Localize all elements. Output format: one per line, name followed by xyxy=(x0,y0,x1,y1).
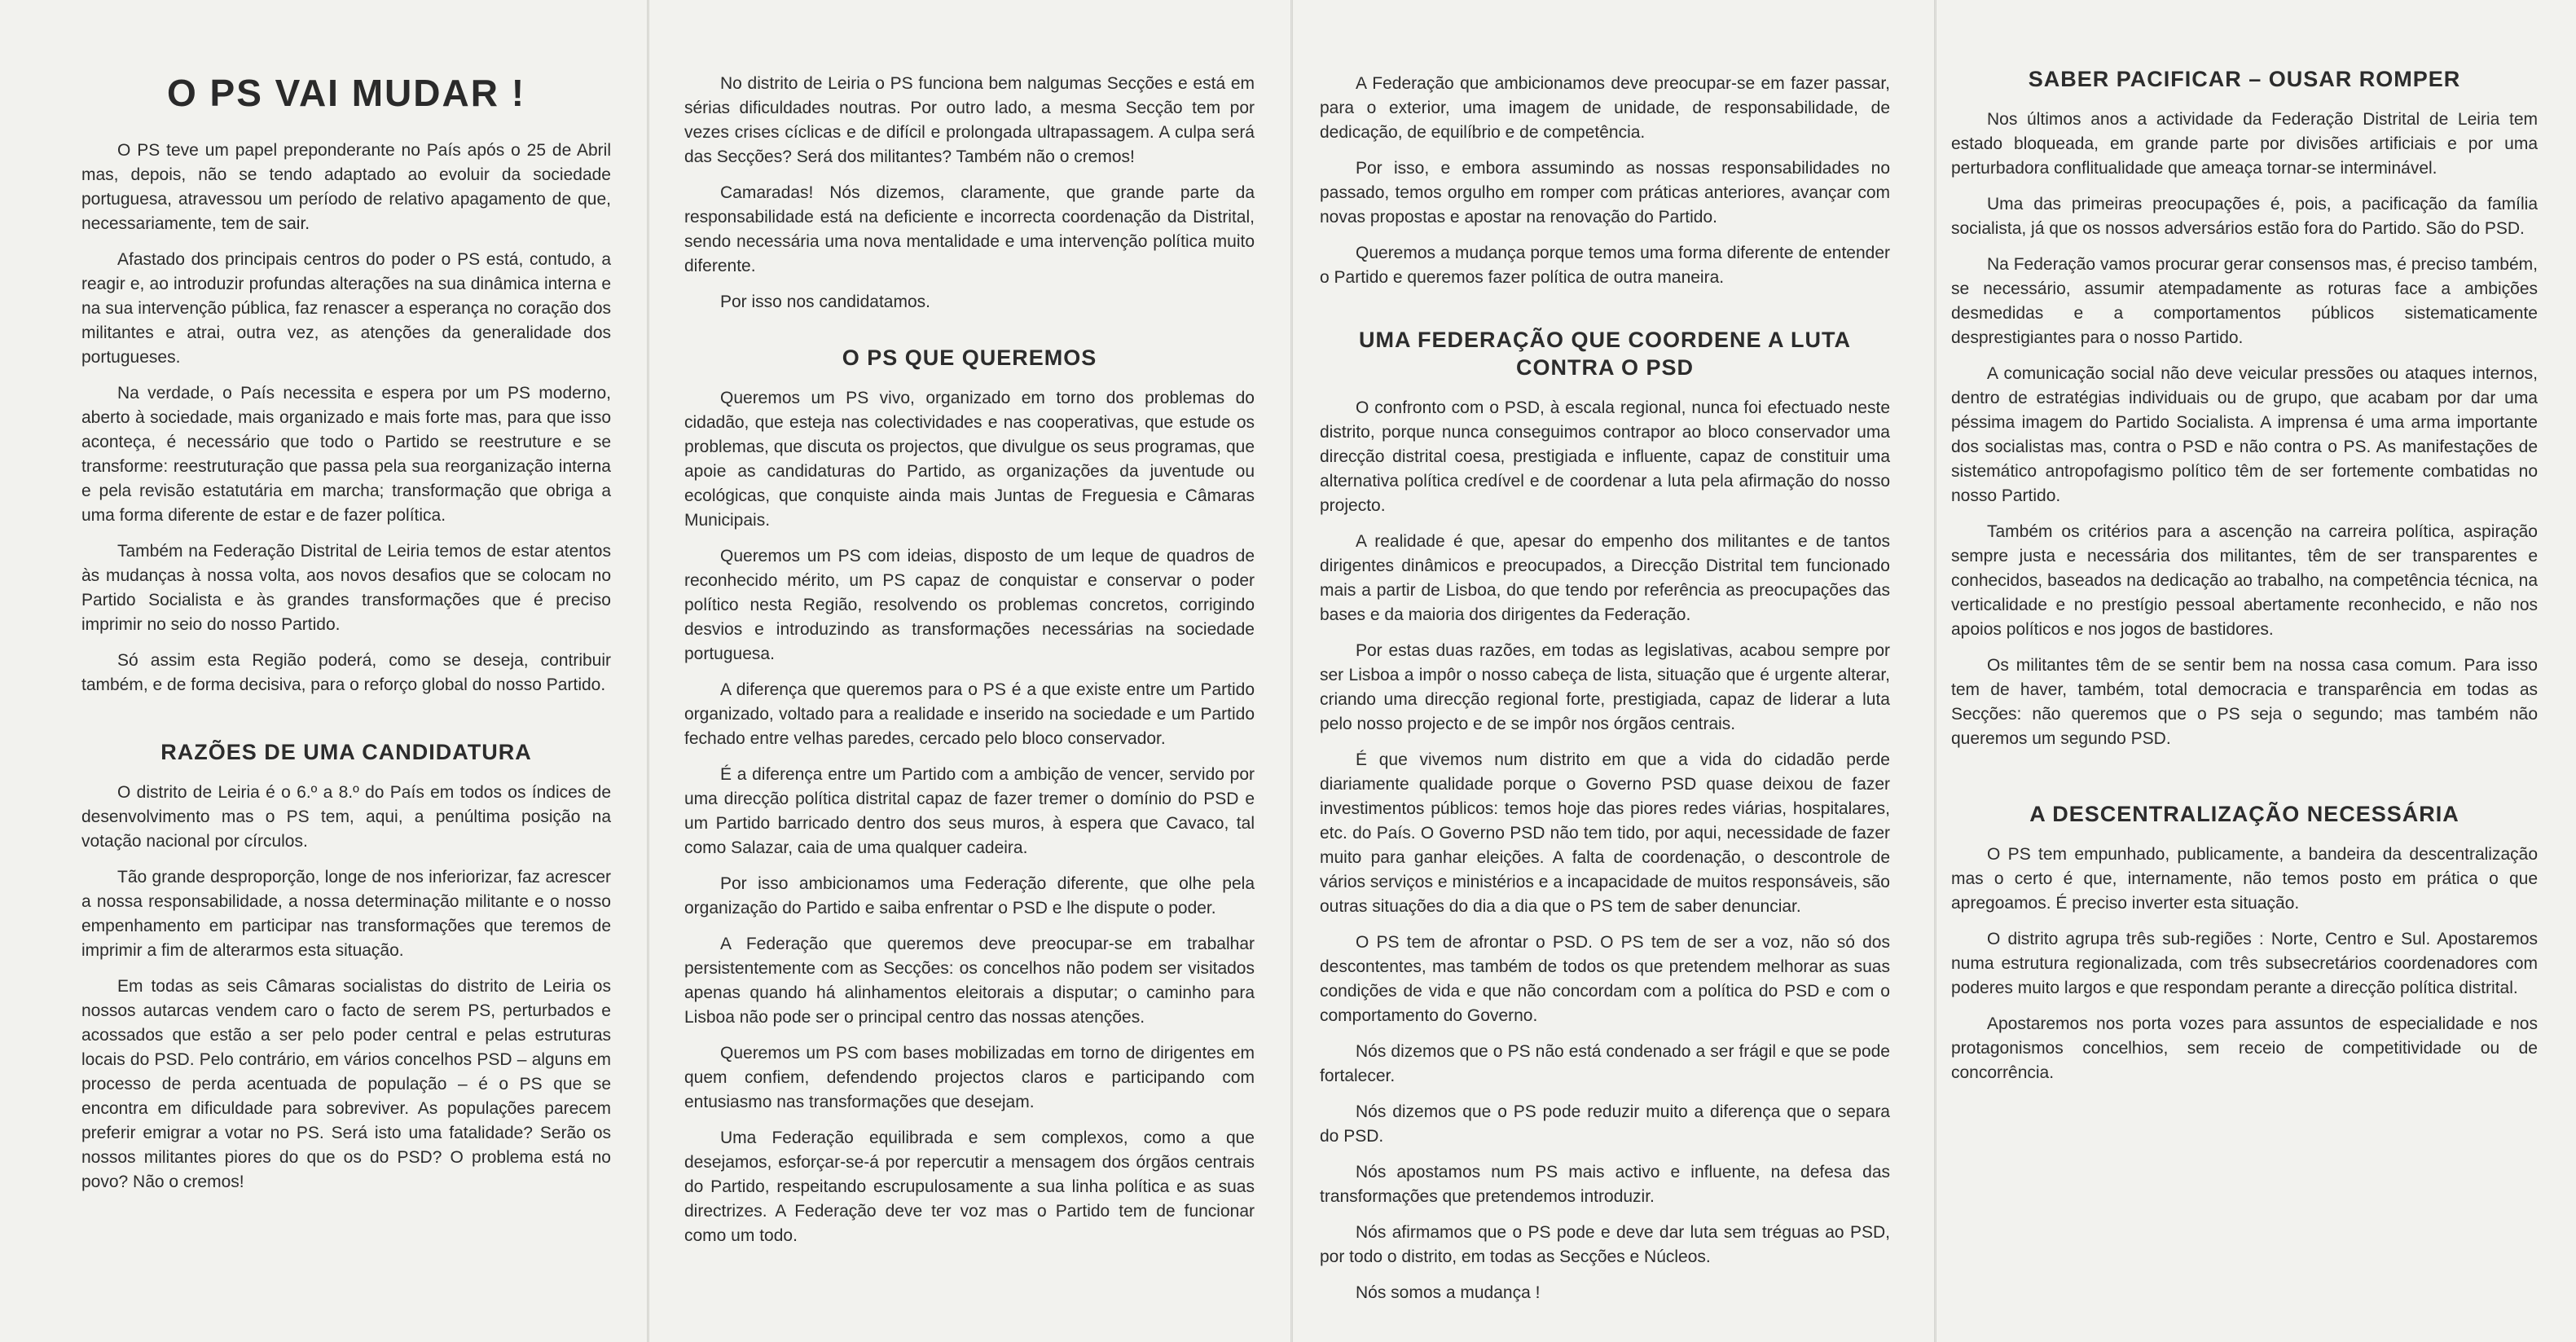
paragraph: Nos últimos anos a actividade da Federação Distrital de Leiria tem estado bloqueada, em grande parte por divisões artificiais e por uma perturbadora conflitualidade que ameaça tornar-se interminável. xyxy=(1951,110,2538,178)
paragraph: Na Federação vamos procurar gerar consensos mas, é preciso também, se necessário, assumir atempadamente as roturas face a ambições desmedidas e a comportamentos públicos sistematicamente desprestigiantes para o nosso Partido. xyxy=(1951,255,2538,347)
panel-4-column xyxy=(1951,0,2538,1097)
section-heading: SABER PACIFICAR – OUSAR ROMPER xyxy=(2028,67,2461,91)
paragraph: Só assim esta Região poderá, como se deseja, contribuir também, e de forma decisiva, para o reforço global do nosso Partido. xyxy=(81,651,611,694)
paragraph: Camaradas! Nós dizemos, claramente, que grande parte da responsabilidade está na deficiente e incorrecta coordenação da Distrital, sendo necessária uma nova mentalidade e uma intervenção política muito diferente. xyxy=(684,183,1255,275)
paragraph: A Federação que ambicionamos deve preocupar-se em fazer passar, para o exterior, uma imagem de unidade, de responsabilidade, de dedicação, de equilíbrio e de competência. xyxy=(1320,74,1890,142)
paragraph: O distrito agrupa três sub-regiões : Norte, Centro e Sul. Apostaremos numa estrutura regionalizada, com três subsecretários coordenadores com poderes muito largos e que respondam perante a direcção política distrital. xyxy=(1951,930,2538,997)
paragraph: Também na Federação Distrital de Leiria temos de estar atentos às mudanças à nossa volta, aos novos desafios que se colocam no Partido Socialista e às grandes transformações que é preciso imprimir no seio do nosso Partido. xyxy=(81,542,611,634)
paragraph: O distrito de Leiria é o 6.º a 8.º do País em todos os índices de desenvolvimento mas o PS tem, aqui, a penúltima posição na votação nacional por círculos. xyxy=(81,783,611,851)
paragraph: Queremos um PS vivo, organizado em torno dos problemas do cidadão, que esteja nas colectividades e nas cooperativas, que estude os problemas, que discuta os projectos, que divulgue os seus programas, que apoie as candidaturas do Partido, as organizações da juventude ou ecológicas, que conquiste ainda mais Juntas de Freguesia e Câmaras Municipais. xyxy=(684,389,1255,530)
fold-line xyxy=(647,0,649,1342)
paragraph: Tão grande desproporção, longe de nos inferiorizar, faz acrescer a nossa responsabilidade, a nossa determinação militante e o nosso empenhamento em participar nas transformações que teremos de imprimir a fim de alterarmos esta situação. xyxy=(81,868,611,960)
panel-2-column xyxy=(684,0,1255,1260)
paragraph: Nós dizemos que o PS pode reduzir muito a diferença que o separa do PSD. xyxy=(1320,1102,1890,1146)
paragraph: Uma das primeiras preocupações é, pois, a pacificação da família socialista, já que os nossos adversários estão fora do Partido. São do PSD. xyxy=(1951,195,2538,238)
paragraph: Queremos a mudança porque temos uma forma diferente de entender o Partido e queremos fazer política de outra maneira. xyxy=(1320,244,1890,287)
fold-line xyxy=(1934,0,1936,1342)
paragraph: Queremos um PS com ideias, disposto de um leque de quadros de reconhecido mérito, um PS capaz de conquistar e conservar o poder político nesta Região, resolvendo os problemas concretos, corrigindo desvios e introduzindo as transformações necessárias na sociedade portuguesa. xyxy=(684,547,1255,663)
paragraph: O PS tem empunhado, publicamente, a bandeira da descentralização mas o certo é que, internamente, não temos posto em prática o que apregoamos. É preciso inverter esta situação. xyxy=(1951,845,2538,913)
paragraph: A Federação que queremos deve preocupar-se em trabalhar persistentemente com as Secções: os concelhos não podem ser visitados apenas quando há alinhamentos eleitorais a disputar; o caminho para Lisboa não pode ser o principal centro das nossas atenções. xyxy=(684,935,1255,1027)
paragraph: Nós afirmamos que o PS pode e deve dar luta sem tréguas ao PSD, por todo o distrito, em todas as Secções e Núcleos. xyxy=(1320,1223,1890,1266)
paragraph: Também os critérios para a ascenção na carreira política, aspiração sempre justa e necessária dos militantes, têm de ser transparentes e conhecidos, baseados na dedicação ao trabalho, na competência técnica, na verticalidade e no prestígio pessoal abertamente reconhecido, e não nos apoios políticos e nos jogos de bastidores. xyxy=(1951,522,2538,639)
panel-1-column xyxy=(81,0,611,1206)
paragraph: Afastado dos principais centros do poder o PS está, contudo, a reagir e, ao introduzir profundas alterações na sua dinâmica interna e na sua intervenção pública, faz renascer a esperança no coração dos militantes e atrai, outra vez, as atenções da generalidade dos portugueses. xyxy=(81,250,611,367)
paragraph: Por estas duas razões, em todas as legislativas, acabou sempre por ser Lisboa a impôr o nosso cabeça de lista, situação que é urgente alterar, criando uma direcção regional forte, prestigiada, capaz de liderar a luta pelo nosso projecto e de se impôr nos órgãos centrais. xyxy=(1320,641,1890,733)
paragraph: O PS teve um papel preponderante no País após o 25 de Abril mas, depois, não se tendo adaptado ao evoluir da sociedade portuguesa, atravessou um período de relativo apagamento de que, necessariamente, tem de sair. xyxy=(81,141,611,233)
paragraph: Na verdade, o País necessita e espera por um PS moderno, aberto à sociedade, mais organizado e mais forte mas, para que isso aconteça, é necessário que todo o Partido se reestruture e se transforme: reestruturação que passa pela sua reorganização interna e pela revisão estatutária em marcha; transformação que obriga a uma forma diferente de estar e de fazer política. xyxy=(81,384,611,525)
paragraph: Os militantes têm de se sentir bem na nossa casa comum. Para isso tem de haver, também, total democracia e transparência em todas as Secções: não queremos que o PS seja o segundo; mas também não queremos um segundo PSD. xyxy=(1951,656,2538,748)
section-heading: A DESCENTRALIZAÇÃO NECESSÁRIA xyxy=(2029,802,2460,826)
paragraph: Nós apostamos num PS mais activo e influente, na defesa das transformações que pretendemos introduzir. xyxy=(1320,1163,1890,1206)
section-heading: UMA FEDERAÇÃO QUE COORDENE A LUTA CONTRA O PSD xyxy=(1359,328,1851,380)
paragraph: Em todas as seis Câmaras socialistas do distrito de Leiria os nossos autarcas vendem caro o facto de serem PS, perturbados e acossados que estão a ser pelo poder central e pelas estruturas locais do PSD. Pelo contrário, em vários concelhos PSD – alguns em processo de perda acentuada de população – é o PS que se encontra em dificuldade para sobreviver. As populações parecem preferir emigrar a votar no PS. Será isto uma fatalidade? Serão os nossos militantes piores do que os do PSD? O problema está no povo? Não o cremos! xyxy=(81,977,611,1191)
paragraph: A realidade é que, apesar do empenho dos militantes e de tantos dirigentes dinâmicos e preocupados, a Direcção Distrital tem funcionado mais a partir de Lisboa, do que tendo por referência as preocupações das bases e da maioria dos dirigentes da Federação. xyxy=(1320,532,1890,624)
paragraph: Por isso nos candidatamos. xyxy=(720,293,930,311)
paragraph: Uma Federação equilibrada e sem complexos, como a que desejamos, esforçar-se-á por repercutir a mensagem dos órgãos centrais do Partido, respeitando escrupulosamente a sua linha política e as suas directrizes. A Federação deve ter voz mas o Partido tem de funcionar como um todo. xyxy=(684,1129,1255,1245)
paragraph: A comunicação social não deve veicular pressões ou ataques internos, dentro de estratégias individuais ou de grupo, que acabam por dar uma péssima imagem do Partido Socialista. A imprensa é uma arma importante dos socialistas mas, contra o PSD e não contra o PS. As manifestações de sistemático antropofagismo político têm de ser fortemente combatidas no nosso Partido. xyxy=(1951,364,2538,505)
section-heading: O PS QUE QUEREMOS xyxy=(842,345,1097,370)
paragraph: É que vivemos num distrito em que a vida do cidadão perde diariamente qualidade porque o Governo PSD quase deixou de fazer investimentos públicos: temos hoje das piores redes viárias, hospitalares, etc. do País. O Governo PSD não tem tido, por aqui, necessidade de fazer muito para ganhar eleições. A falta de coordenação, o descontrole de vários serviços e ministérios e a incapacidade de muitos responsáveis, são outras situações do dia a dia que o PS tem de saber denunciar. xyxy=(1320,750,1890,916)
paragraph: Nós dizemos que o PS não está condenado a ser frágil e que se pode fortalecer. xyxy=(1320,1042,1890,1085)
paragraph: Nós somos a mudança ! xyxy=(1356,1283,1541,1302)
paragraph: A diferença que queremos para o PS é a que existe entre um Partido organizado, voltado para a realidade e inserido na sociedade e um Partido fechado entre velhas paredes, cercado pelo bloco conservador. xyxy=(684,680,1255,748)
paragraph: O PS tem de afrontar o PSD. O PS tem de ser a voz, não só dos descontentes, mas também de todos os que pretendem melhorar as suas condições de vida e que não concordam com a política do PSD e com o comportamento do Governo. xyxy=(1320,933,1890,1025)
page-title: O PS VAI MUDAR ! xyxy=(166,72,526,114)
paragraph: É a diferença entre um Partido com a ambição de vencer, servido por uma direcção política distrital capaz de fazer tremer o domínio do PSD e um Partido barricado dentro dos seus muros, à espera que Cavaco, tal como Salazar, caia de uma qualquer cadeira. xyxy=(684,765,1255,857)
paragraph: O confronto com o PSD, à escala regional, nunca foi efectuado neste distrito, porque nunca conseguimos contrapor ao bloco conservador uma direcção distrital coesa, prestigiada e influente, capaz de constituir uma alternativa política credível e de coordenar a luta pela afirmação do nosso projecto. xyxy=(1320,398,1890,515)
section-heading: RAZÕES DE UMA CANDIDATURA xyxy=(160,740,532,764)
paragraph: Queremos um PS com bases mobilizadas em torno de dirigentes em quem confiem, defendendo projectos claros e participando com entusiasmo nas transformações que desejam. xyxy=(684,1044,1255,1111)
paragraph: No distrito de Leiria o PS funciona bem nalgumas Secções e está em sérias dificuldades noutras. Por outro lado, a mesma Secção tem por vezes crises cíclicas e de difícil e prolongada ultrapassagem. A culpa será das Secções? Será dos militantes? Também não o cremos! xyxy=(684,74,1255,166)
paragraph: Apostaremos nos porta vozes para assuntos de especialidade e nos protagonismos concelhios, sem receio de competitividade ou de concorrência. xyxy=(1951,1014,2538,1082)
panel-3-column xyxy=(1320,0,1890,1317)
fold-line xyxy=(1290,0,1293,1342)
paragraph: Por isso, e embora assumindo as nossas responsabilidades no passado, temos orgulho em romper com práticas anteriores, avançar com novas propostas e apostar na renovação do Partido. xyxy=(1320,159,1890,227)
paragraph: Por isso ambicionamos uma Federação diferente, que olhe pela organização do Partido e saiba enfrentar o PSD e lhe dispute o poder. xyxy=(684,874,1255,917)
